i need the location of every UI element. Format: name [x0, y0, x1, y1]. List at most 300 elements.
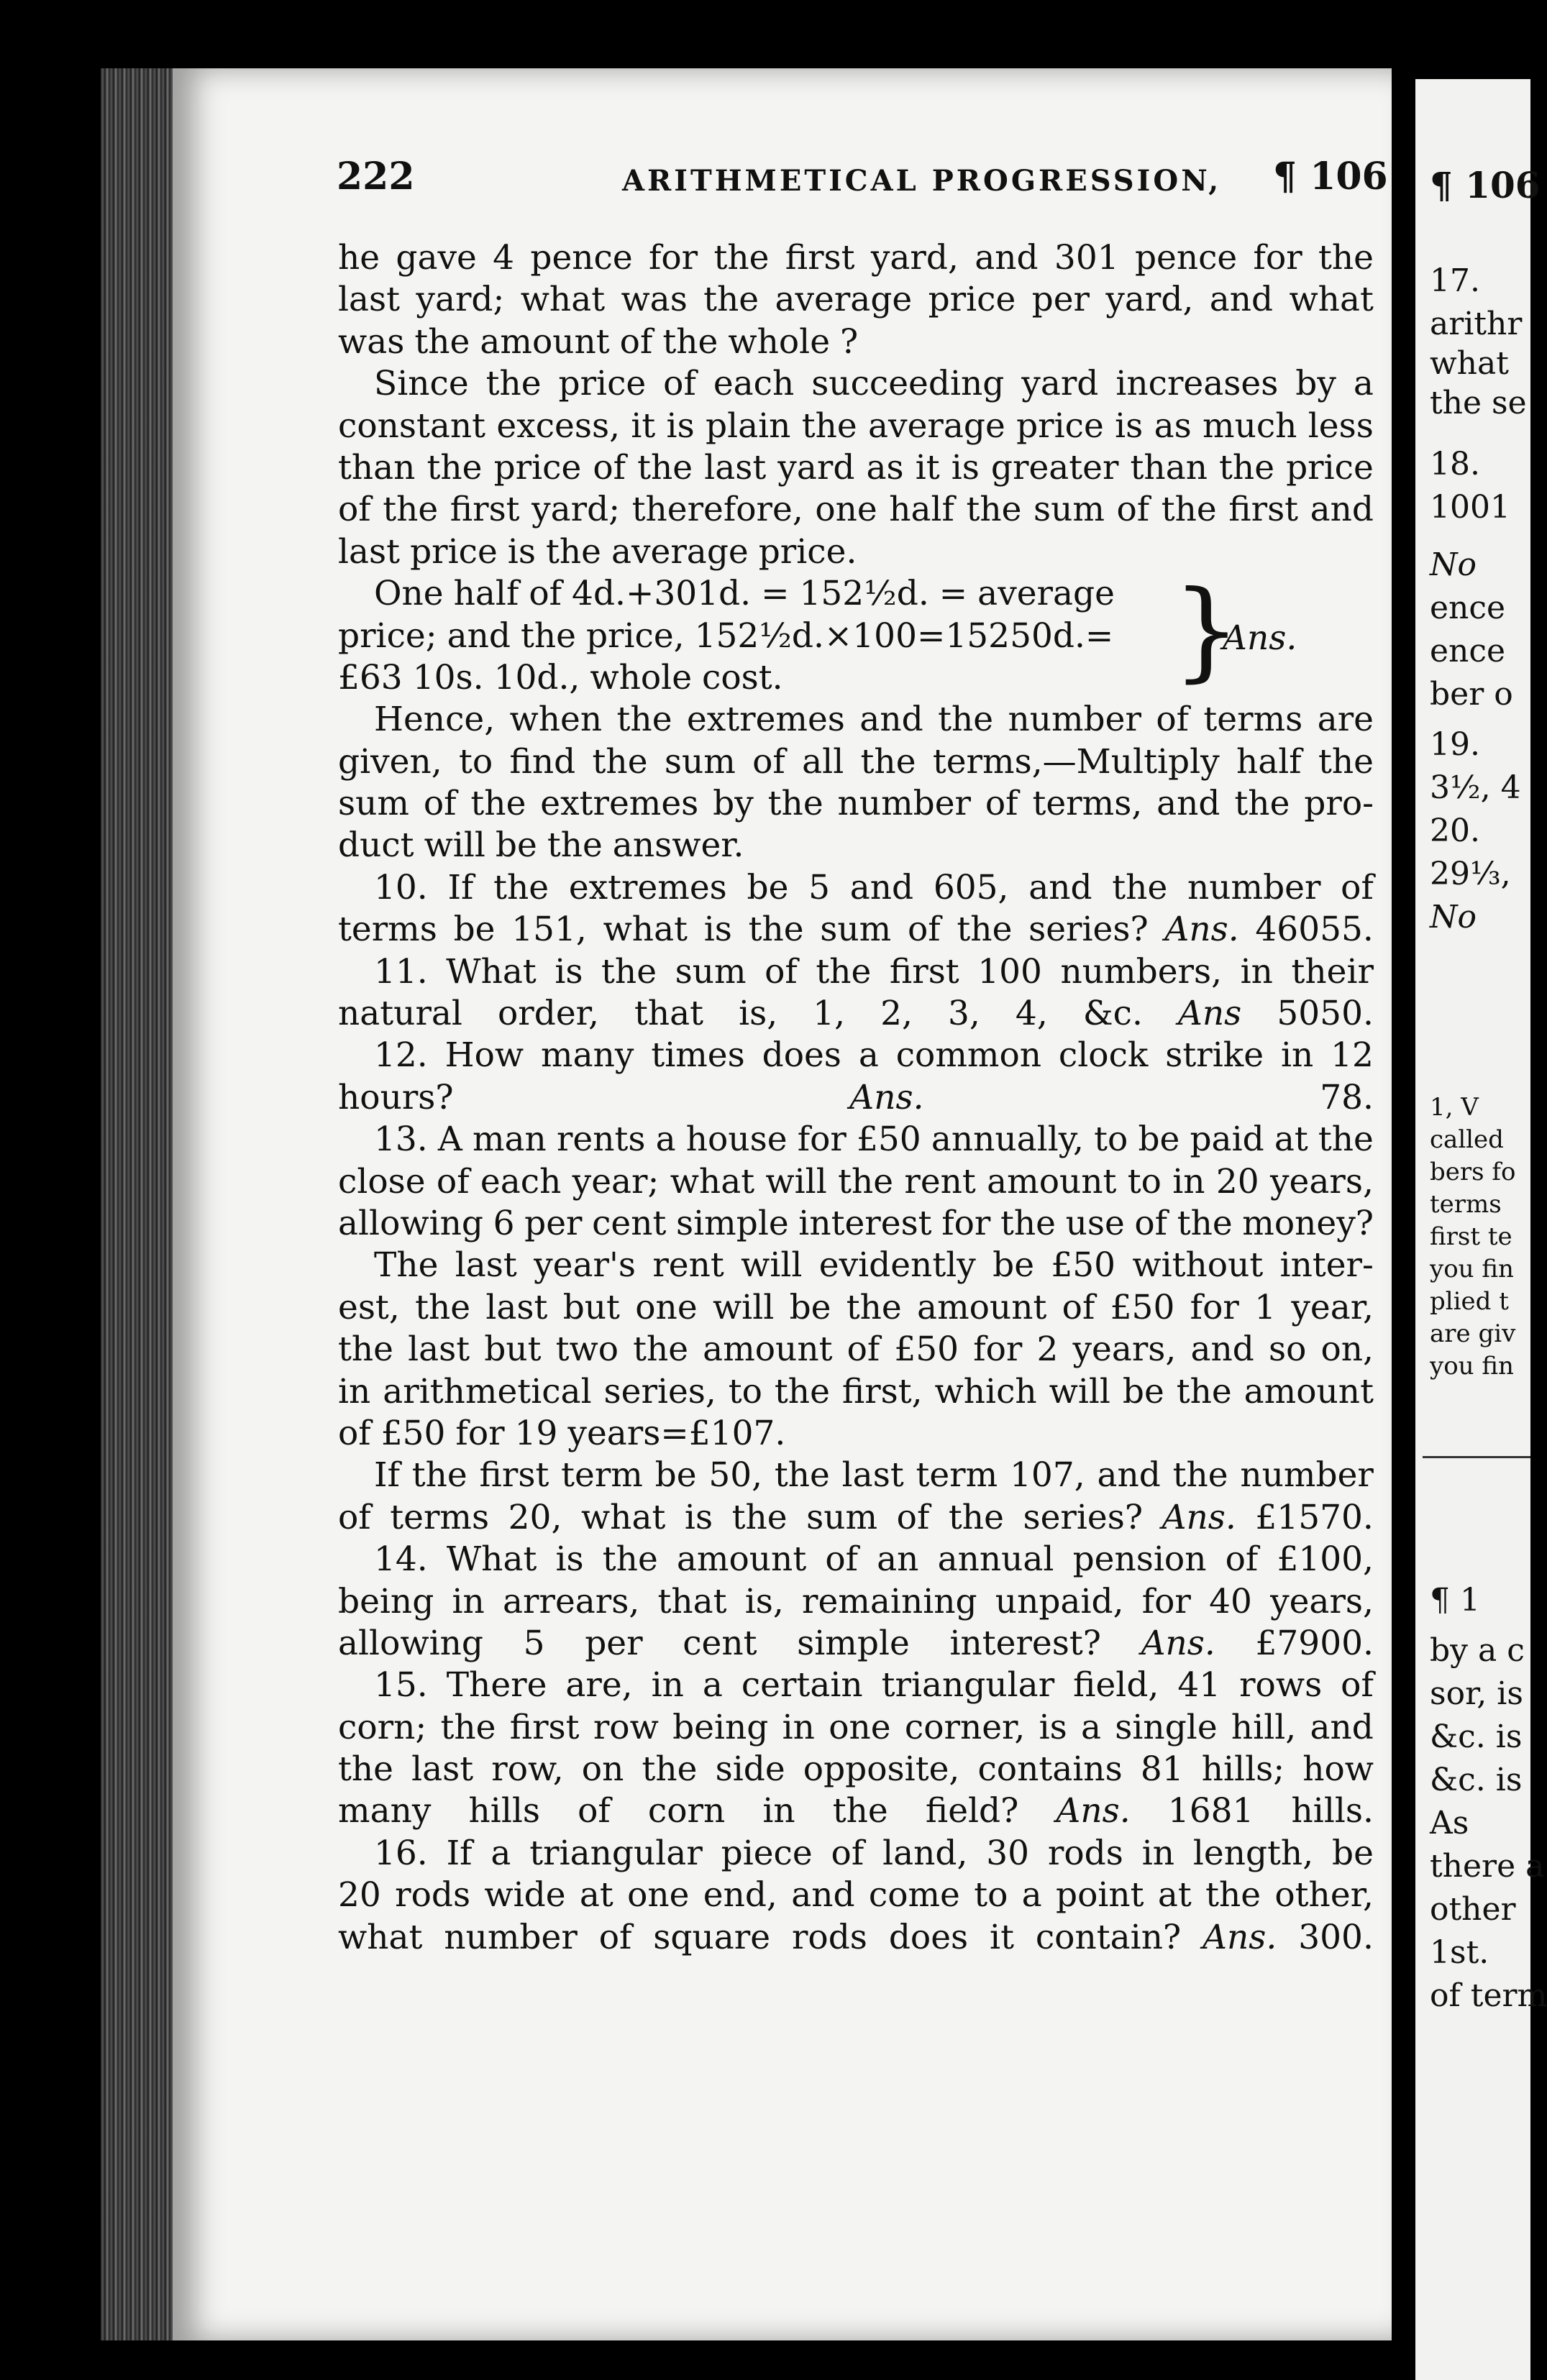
text-line: [338, 1413, 1374, 1455]
word: it: [631, 406, 656, 446]
word: on,: [1320, 1329, 1374, 1370]
word: the: [338, 1749, 393, 1790]
word: being: [338, 1581, 434, 1621]
word: number: [837, 784, 972, 824]
facing-page-line: 3½, 4: [1430, 769, 1521, 806]
facing-page-small-line: terms: [1430, 1190, 1502, 1219]
word: number: [1187, 867, 1321, 907]
word: rent: [904, 1161, 976, 1202]
word: 300.: [1298, 1917, 1374, 1957]
word: house: [685, 1120, 788, 1160]
word: common: [895, 1035, 1042, 1076]
word: number: [444, 1917, 578, 1957]
word: years=£107.: [567, 1413, 786, 1453]
word: terms: [390, 1497, 490, 1537]
facing-page-line: 20.: [1430, 813, 1480, 849]
word: of: [338, 1497, 371, 1537]
word: the: [1219, 447, 1275, 488]
word: is: [951, 447, 980, 488]
word: £50: [856, 1120, 921, 1160]
word: 20,: [508, 1497, 562, 1537]
word: average: [868, 406, 1005, 446]
word: 107,: [1010, 1455, 1085, 1496]
word: whole: [590, 657, 693, 697]
word: to: [1094, 1120, 1128, 1160]
word: Ans.: [1162, 1497, 1236, 1537]
word: years,: [1270, 1581, 1374, 1621]
word: £1570.: [1255, 1497, 1374, 1537]
word: the: [816, 951, 872, 992]
facing-page-rule: [1423, 1456, 1530, 1458]
word: price,: [585, 615, 685, 656]
word: What: [446, 1539, 537, 1580]
word: unpaid,: [995, 1581, 1124, 1621]
word: be: [1122, 1371, 1164, 1411]
facing-page-line: No: [1430, 899, 1477, 935]
word: field,: [1073, 1665, 1159, 1706]
word: each: [713, 364, 795, 404]
word: the: [838, 1161, 894, 1202]
word: last: [408, 1329, 470, 1370]
facing-page-line: &c. is: [1430, 1762, 1523, 1798]
word: years,: [1270, 1161, 1374, 1202]
word: price: [558, 364, 647, 404]
text-line: [338, 1119, 1374, 1161]
word: will: [741, 1245, 803, 1286]
word: of: [436, 1161, 470, 1202]
word: be: [747, 867, 789, 907]
word: increases: [1115, 364, 1279, 404]
word: strike: [1165, 1035, 1264, 1076]
facing-page-small-line: called: [1430, 1125, 1504, 1154]
word: amount: [1243, 1371, 1374, 1411]
word: Ans.: [1164, 910, 1239, 950]
word: sum: [675, 951, 747, 992]
word: hills.: [1291, 1791, 1374, 1831]
word: are,: [565, 1665, 633, 1706]
word: first: [479, 1455, 549, 1496]
word: 12: [1331, 1035, 1374, 1076]
word: extremes: [686, 700, 845, 740]
word: Ans.: [1203, 1917, 1277, 1957]
word: rent: [652, 1245, 724, 1286]
word: the: [767, 784, 823, 824]
word: was: [338, 321, 405, 362]
word: interest?: [949, 1623, 1101, 1663]
word: the: [703, 280, 759, 320]
word: 100: [977, 951, 1042, 992]
text-line: [338, 1203, 1374, 1245]
word: 13.: [374, 1120, 428, 1160]
word: extremes: [540, 784, 699, 824]
word: rods: [791, 1917, 867, 1957]
word: one: [635, 1287, 698, 1327]
word: A: [437, 1120, 462, 1160]
word: interest: [798, 1203, 932, 1243]
word: pence: [1134, 238, 1238, 278]
word: the: [662, 321, 718, 362]
word: the: [1205, 1875, 1261, 1916]
word: If: [374, 1455, 400, 1496]
word: in: [1280, 1035, 1314, 1076]
word: each: [480, 1161, 562, 1202]
word: that: [657, 1581, 727, 1621]
text-line: [338, 1245, 1374, 1286]
word: the: [713, 238, 770, 278]
word: series,: [603, 1371, 716, 1411]
word: the: [801, 406, 857, 446]
word: Ans.: [1141, 1623, 1215, 1663]
word: for: [648, 238, 698, 278]
word: term: [561, 1455, 643, 1496]
word: number: [1240, 1455, 1374, 1496]
word: amount: [917, 1287, 1047, 1327]
word: What: [446, 951, 537, 992]
word: 16.: [374, 1833, 428, 1873]
text-line: [338, 741, 1374, 783]
word: it: [990, 1917, 1014, 1957]
text-line: [338, 1539, 1374, 1580]
word: 5: [523, 1623, 545, 1663]
brace-answer: Ans.: [1223, 618, 1297, 659]
facing-page-line: other: [1430, 1891, 1516, 1928]
word: the: [415, 1287, 471, 1327]
word: greater: [990, 447, 1119, 488]
word: half: [889, 490, 954, 530]
text-line: [338, 1497, 1374, 1539]
word: much: [1203, 406, 1297, 446]
word: amount: [676, 1539, 807, 1580]
word: price;: [338, 615, 437, 656]
word: is: [703, 910, 732, 950]
word: he: [338, 238, 380, 278]
word: whole: [728, 321, 831, 362]
facing-page-small-line: plied t: [1430, 1287, 1509, 1316]
word: point: [1056, 1875, 1144, 1916]
word: 1681: [1167, 1791, 1254, 1831]
word: field?: [925, 1791, 1019, 1831]
text-line: [338, 1790, 1374, 1832]
word: How: [444, 1035, 524, 1076]
word: of: [831, 1833, 864, 1873]
word: square: [653, 1917, 771, 1957]
word: 10s.: [412, 657, 484, 697]
word: 41: [1177, 1665, 1221, 1706]
word: Ans.: [1056, 1791, 1131, 1831]
word: end,: [703, 1875, 777, 1916]
facing-page-line: 18.: [1430, 446, 1480, 482]
word: There: [446, 1665, 547, 1706]
word: the: [748, 910, 804, 950]
word: extremes: [568, 867, 727, 907]
word: of: [338, 1413, 371, 1453]
text-line: [338, 1833, 1374, 1875]
word: cent: [683, 1623, 757, 1663]
word: many: [541, 1035, 634, 1076]
text-line: [338, 1581, 1374, 1623]
word: first: [1228, 490, 1299, 530]
word: the: [1112, 867, 1168, 907]
word: 20: [338, 1875, 381, 1916]
facing-page-line: there a: [1430, 1848, 1545, 1885]
word: price: [1286, 447, 1374, 488]
facing-page-line: 1st.: [1430, 1934, 1489, 1971]
word: triangular: [881, 1665, 1055, 1706]
word: Ans: [1177, 994, 1242, 1034]
word: yard: [777, 447, 855, 488]
word: the: [1161, 490, 1217, 530]
word: remaining: [802, 1581, 977, 1621]
word: series?: [1028, 910, 1149, 950]
word: the: [832, 1791, 888, 1831]
word: the: [601, 951, 657, 992]
word: yard;: [531, 490, 621, 530]
word: average: [977, 574, 1115, 614]
word: of: [1134, 1203, 1168, 1243]
word: contain?: [1035, 1917, 1182, 1957]
word: triangular: [529, 1833, 703, 1873]
word: sum: [806, 1497, 878, 1537]
word: the: [616, 700, 672, 740]
word: which: [934, 1371, 1037, 1411]
word: wide: [484, 1875, 566, 1916]
word: what: [580, 1497, 666, 1537]
word: one: [815, 490, 877, 530]
word: Hence,: [374, 700, 496, 740]
word: and: [1156, 784, 1220, 824]
word: constant: [338, 406, 486, 446]
word: the: [440, 1707, 496, 1747]
word: man: [472, 1120, 547, 1160]
word: allowing: [338, 1203, 483, 1243]
word: price: [928, 280, 1016, 320]
text-line: [338, 867, 1374, 909]
word: money?: [1242, 1203, 1374, 1243]
word: the: [731, 1497, 788, 1537]
word: is: [1115, 406, 1144, 446]
facing-page-line: ence: [1430, 633, 1506, 669]
text-line: [338, 447, 1374, 489]
word: a: [655, 1120, 676, 1160]
word: the: [938, 700, 994, 740]
word: by: [713, 784, 754, 824]
word: one: [829, 1707, 891, 1747]
word: first: [450, 490, 520, 530]
word: of: [1116, 490, 1150, 530]
word: terms,: [1032, 784, 1143, 824]
word: it: [915, 447, 940, 488]
word: order,: [498, 994, 599, 1034]
word: and: [447, 615, 511, 656]
word: is,: [744, 1581, 784, 1621]
word: last: [338, 280, 401, 320]
word: and: [791, 1875, 855, 1916]
word: so: [1268, 1329, 1307, 1370]
section-mark: ¶ 106: [1273, 155, 1388, 198]
word: less: [1308, 406, 1374, 446]
word: but: [562, 1287, 620, 1327]
word: 20: [1215, 1161, 1259, 1202]
word: the: [642, 1749, 698, 1790]
word: yard,: [1105, 280, 1194, 320]
text-line: [338, 783, 1374, 825]
word: use: [1065, 1203, 1125, 1243]
word: average: [775, 280, 913, 320]
word: 152½d.: [799, 574, 929, 614]
facing-page-line: No: [1430, 546, 1477, 583]
word: to: [974, 1875, 1008, 1916]
word: first: [509, 1707, 580, 1747]
facing-page-header: ¶ 106: [1430, 164, 1541, 206]
word: and: [975, 238, 1039, 278]
word: last: [455, 1245, 517, 1286]
text-line: [338, 1077, 1374, 1119]
word: the: [1176, 1371, 1232, 1411]
word: what: [670, 1161, 755, 1202]
word: row,: [491, 1749, 564, 1790]
word: of: [423, 784, 457, 824]
word: certain: [741, 1665, 863, 1706]
word: of: [338, 490, 371, 530]
word: a: [1080, 1707, 1102, 1747]
word: will: [424, 825, 485, 866]
word: 6: [493, 1203, 515, 1243]
word: 40: [1209, 1581, 1252, 1621]
word: hill,: [1231, 1707, 1297, 1747]
word: pence: [530, 238, 633, 278]
word: the: [1234, 784, 1290, 824]
word: row: [593, 1707, 659, 1747]
word: was: [621, 280, 688, 320]
word: yard,: [870, 238, 959, 278]
word: the: [470, 784, 526, 824]
text-line: [338, 993, 1374, 1035]
text-line: [338, 279, 1374, 321]
text-line: [338, 1371, 1374, 1413]
word: for: [455, 1413, 505, 1453]
word: arithmetical: [383, 1371, 592, 1411]
facing-page-line: sor, is: [1430, 1675, 1523, 1712]
word: natural: [338, 994, 462, 1034]
word: of: [985, 784, 1018, 824]
word: 4,: [1015, 994, 1048, 1034]
word: at: [579, 1875, 613, 1916]
word: in: [762, 1791, 795, 1831]
word: of: [1062, 1287, 1095, 1327]
word: hills: [468, 1791, 541, 1831]
word: in: [1172, 1161, 1205, 1202]
word: the: [1318, 741, 1374, 782]
word: the: [602, 1539, 658, 1580]
facing-page-line: of term: [1430, 1977, 1547, 2014]
word: of: [1225, 1539, 1259, 1580]
word: 50,: [708, 1455, 763, 1496]
word: of: [896, 1497, 930, 1537]
facing-page-edge: [1415, 79, 1547, 2380]
word: that: [634, 994, 704, 1034]
word: 15.: [374, 1665, 428, 1706]
word: est,: [338, 1287, 400, 1327]
word: excess,: [496, 406, 621, 446]
word: times: [651, 1035, 745, 1076]
word: 301: [1054, 238, 1119, 278]
word: yard: [1021, 364, 1099, 404]
word: in: [1240, 951, 1273, 992]
word: 10.: [374, 867, 428, 907]
word: rods: [395, 1875, 471, 1916]
word: is: [666, 406, 695, 446]
word: succeeding: [811, 364, 1005, 404]
word: first,: [841, 1371, 923, 1411]
word: and: [849, 867, 914, 907]
text-line: [338, 321, 1374, 363]
word: the: [383, 490, 439, 530]
word: is: [1039, 1707, 1067, 1747]
word: on: [581, 1749, 624, 1790]
word: all: [802, 741, 844, 782]
word: of: [907, 910, 941, 950]
text-line: [338, 1707, 1374, 1749]
word: for: [1141, 1581, 1191, 1621]
word: for: [1253, 238, 1302, 278]
word: evidently: [818, 1245, 976, 1286]
word: per: [585, 1623, 643, 1663]
text-line: [338, 1161, 1374, 1203]
word: of: [765, 951, 798, 992]
word: for: [941, 1203, 991, 1243]
facing-page-line: 29⅓,: [1430, 856, 1511, 892]
word: to: [728, 1371, 762, 1411]
word: £50: [380, 1413, 446, 1453]
word: many: [338, 1791, 432, 1831]
word: in: [338, 1371, 371, 1411]
word: the: [957, 910, 1013, 950]
word: and: [1310, 490, 1374, 530]
word: one: [627, 1875, 690, 1916]
word: £63: [338, 657, 403, 697]
word: therefore,: [631, 490, 803, 530]
word: side: [715, 1749, 785, 1790]
word: half: [453, 574, 519, 614]
word: simple: [676, 1203, 789, 1243]
word: 5050.: [1277, 994, 1374, 1034]
word: length,: [1192, 1833, 1314, 1873]
text-line: [338, 531, 1374, 573]
word: gave: [396, 238, 477, 278]
word: are: [1317, 700, 1374, 740]
word: £50: [1051, 1245, 1116, 1286]
word: piece: [721, 1833, 813, 1873]
word: ?: [840, 321, 859, 362]
facing-page-small-line: first te: [1430, 1222, 1512, 1251]
word: of: [1341, 867, 1374, 907]
text-line: [338, 363, 1374, 405]
word: the: [338, 1329, 393, 1370]
word: be: [1138, 1120, 1180, 1160]
word: amount: [703, 1329, 833, 1370]
word: answer.: [612, 825, 744, 866]
word: of: [663, 364, 696, 404]
word: amount: [987, 1161, 1117, 1202]
word: price: [1016, 406, 1104, 446]
text-line: [338, 1329, 1374, 1370]
word: cent: [592, 1203, 667, 1243]
word: £50: [894, 1329, 959, 1370]
word: and: [859, 700, 923, 740]
word: rods: [1047, 1833, 1123, 1873]
page-number: 222: [337, 155, 415, 198]
page-gutter: [1392, 68, 1417, 2376]
